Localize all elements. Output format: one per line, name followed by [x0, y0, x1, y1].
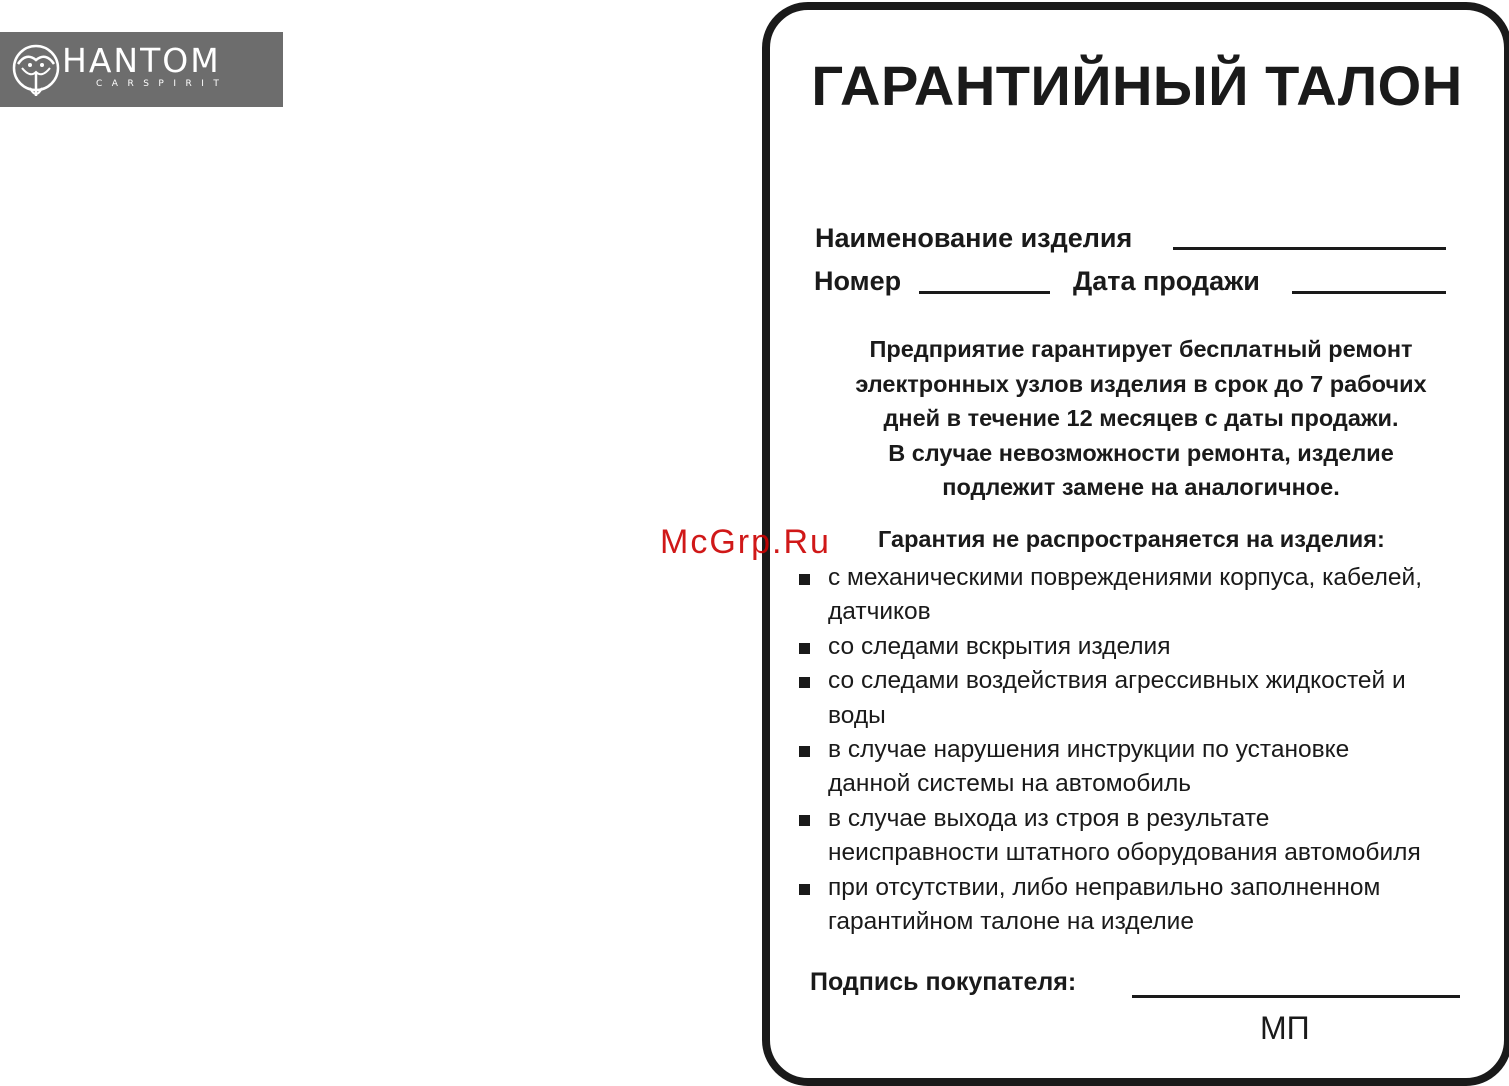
sale-date-line[interactable] — [1292, 291, 1446, 294]
bullet-square-icon — [799, 815, 810, 826]
product-name-line[interactable] — [1173, 247, 1446, 250]
bullet-square-icon — [799, 677, 810, 688]
logo-tagline: CARSPIRIT — [96, 79, 229, 89]
number-label: Номер — [814, 266, 902, 296]
guarantee-line: дней в течение 12 месяцев с даты продажи. — [883, 405, 1399, 431]
signature-label: Подпись покупателя: — [810, 968, 1077, 996]
list-item: в случае выхода из строя в результате неисправности штатного оборудования автомобиля — [794, 802, 1494, 871]
bullet-square-icon — [799, 574, 810, 585]
bullet-square-icon — [799, 884, 810, 895]
phantom-emblem-icon — [8, 38, 70, 100]
guarantee-line: В случае невозможности ремонта, изделие — [888, 439, 1394, 466]
guarantee-line: подлежит замене на аналогичное. — [942, 474, 1340, 500]
list-item: в случае нарушения инструкции по установке данной системы на автомобиль — [794, 733, 1494, 802]
brand-logo — [0, 32, 283, 107]
exclusions-title: Гарантия не распространяется на изделия: — [878, 526, 1385, 552]
bullet-square-icon — [799, 746, 810, 757]
guarantee-line: электронных узлов изделия в срок до 7 рабочих — [855, 370, 1427, 397]
number-line[interactable] — [919, 291, 1050, 294]
list-item: с механическими повреждениями корпуса, кабелей, датчиков — [794, 561, 1494, 630]
list-item: со следами воздействия агрессивных жидкостей и воды — [794, 664, 1494, 733]
card-title: ГАРАНТИЙНЫЙ ТАЛОН — [811, 54, 1463, 117]
signature-line[interactable] — [1132, 995, 1460, 998]
guarantee-line: Предприятие гарантирует бесплатный ремонт — [869, 336, 1413, 362]
warranty-card — [762, 2, 1509, 1086]
exclusions-list — [794, 561, 1494, 939]
watermark: McGrp.Ru — [660, 523, 831, 561]
bullet-square-icon — [799, 643, 810, 654]
logo-wordmark: HANTOM — [62, 41, 221, 80]
guarantee-text — [810, 332, 1472, 505]
list-item: при отсутствии, либо неправильно заполненном гарантийном талоне на изделие — [794, 871, 1494, 940]
stamp-label: МП — [1260, 1010, 1310, 1046]
list-item: со следами вскрытия изделия — [794, 630, 1494, 664]
sale-date-label: Дата продажи — [1073, 266, 1260, 296]
product-name-label: Наименование изделия — [815, 223, 1133, 253]
